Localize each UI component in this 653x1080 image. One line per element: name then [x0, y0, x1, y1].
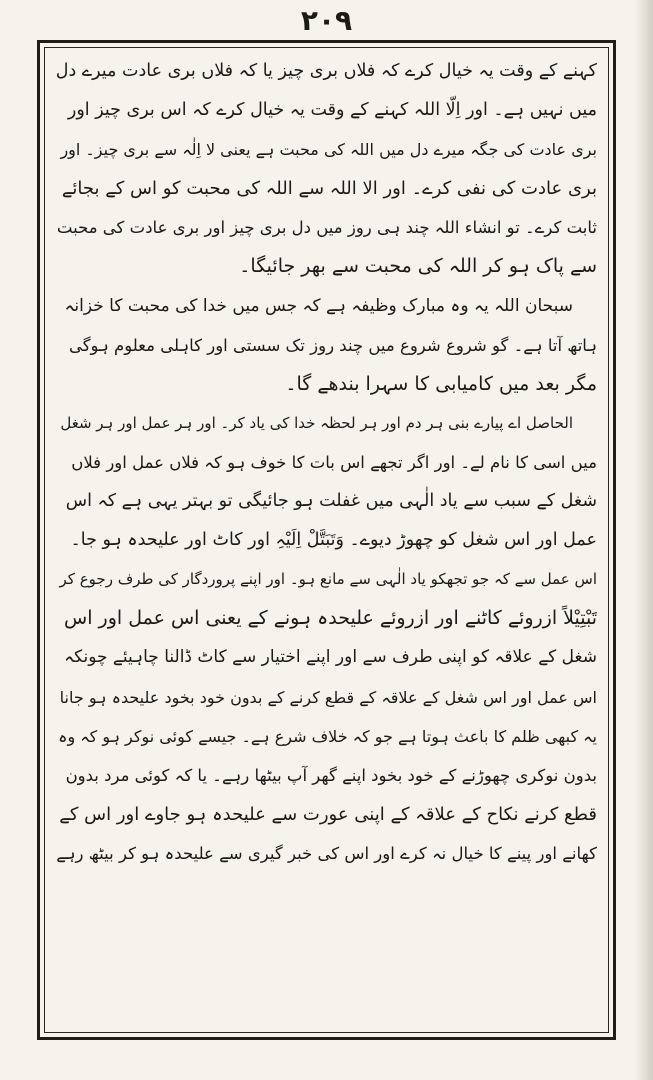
- text-line: شغل کے سبب سے یاد الٰہی میں غفلت ہو جائیگی تو بہتر یہی ہے کہ اس: [65, 491, 597, 512]
- text-line: یہ کبھی ظلم کا باعث ہوتا ہے جو کہ خلاف شرع ہے۔ جیسے کوئی نوکر ہو کہ وہ: [58, 726, 597, 746]
- text-line: ہاتھ آتا ہے۔ گو شروع شروع میں چند روز تک سستی اور کاہلی معلوم ہوگی: [68, 335, 597, 355]
- text-line: سبحان اللہ یہ وہ مبارک وظیفہ ہے کہ جس میں خدا کی محبت کا خزانہ: [64, 295, 573, 316]
- text-line: میں نہیں ہے۔ اور اِلّا اللہ کہنے کے وقت یہ خیال کرے کہ اس بری چیز اور: [67, 100, 597, 121]
- text-line: ثابت کرے۔ تو انشاء اللہ چند ہی روز میں دل بری چیز اور بری عادت کی محبت: [56, 218, 597, 238]
- text-line: اس عمل اور اس شغل کے علاقہ کے قطع کرنے کے بدون خود بخود علیحدہ ہو جانا: [59, 687, 597, 707]
- text-line: بری عادت کی جگہ میرے دل میں اللہ کی محبت ہے یعنی لا اِلٰہ سے بری چیز۔ اور: [60, 140, 597, 160]
- text-line: شغل کے علاقہ کو اپنی طرف سے اور اپنے اختیار سے کاٹ ڈالنا چاہیئے چونکہ: [64, 647, 597, 668]
- text-line: الحاصل اے پیارے بنی ہر دم اور ہر لحظہ خدا کی یاد کر۔ اور ہر عمل اور ہر شغل: [60, 413, 573, 432]
- text-line: اس عمل سے کہ جو تجھکو یاد الٰہی سے مانع ہو۔ اور اپنے پروردگار کی طرف رجوع کر: [59, 570, 597, 589]
- text-line: کہنے کے وقت یہ خیال کرے کہ فلاں بری چیز یا کہ فلاں بری عادت میرے دل: [56, 61, 597, 81]
- page-number: ۲۰۹: [300, 4, 353, 37]
- text-line: تَبْتِیْلاً ازروئے کاٹنے اور ازروئے علیحدہ ہونے کے یعنی اس عمل اور اس: [64, 607, 597, 630]
- body-text: [56, 52, 597, 873]
- page-spine-shadow: [635, 0, 653, 1080]
- text-line: کھانے اور پینے کا خیال نہ کرے اور اس کی خبر گیری سے علیحدہ ہو کر بیٹھ رہے: [56, 843, 597, 863]
- text-line: سے پاک ہو کر اللہ کی محبت سے بھر جائیگا۔: [239, 255, 597, 278]
- text-line: عمل اور اس شغل کو چھوڑ دیوے۔ وَتَبَتَّلْ اِلَیْہِ اور کاٹ اور علیحدہ ہو جا۔: [70, 530, 597, 551]
- text-line: بری عادت کی نفی کرے۔ اور الا اللہ سے اللہ کی محبت کو اس کے بجائے: [61, 178, 597, 200]
- text-line: میں اسی کا نام لے۔ اور اگر تجھے اس بات کا خوف ہو کہ فلاں عمل اور فلاں: [71, 452, 597, 472]
- text-line: قطع کرنے نکاح کے علاقہ کے اپنی عورت سے علیحدہ ہو جاوے اور اس کے: [59, 803, 597, 825]
- text-line: بدون نوکری چھوڑنے کے خود بخود اپنے گھر آپ بیٹھا رہے۔ یا کہ کوئی مرد بدون: [65, 765, 597, 785]
- text-line: مگر بعد میں کامیابی کا سہرا بندھے گا۔: [285, 372, 597, 395]
